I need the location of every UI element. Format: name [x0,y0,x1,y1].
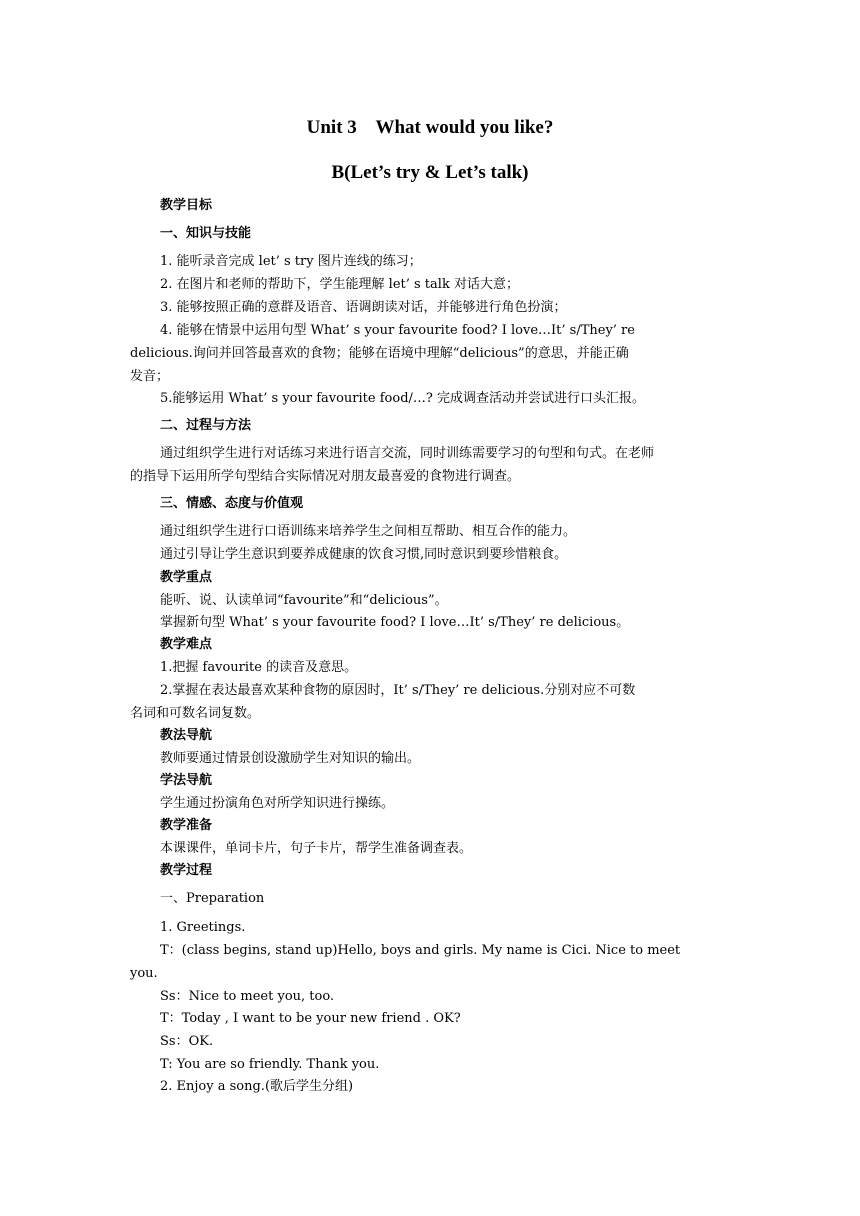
section-heading: 学法导航 [160,773,213,788]
section-heading: 教学难点 [160,637,213,652]
page-subtitle: B(Let’s try & Let’s talk) [331,162,529,183]
section-heading: 教学目标 [160,198,213,213]
body-line: 名词和可数名词复数。 [130,706,261,721]
body-line: T：(class begins, stand up)Hello, boys and girls. My name is Cici. Nice to meet [160,943,681,958]
section-heading: 教学过程 [160,863,213,878]
body-line: 通过组织学生进行口语训练来培养学生之间相互帮助、相互合作的能力。 [160,524,577,539]
body-line: T：Today , I want to be your new friend . OK? [160,1011,461,1026]
body-line: 本课课件，单词卡片，句子卡片，帮学生准备调查表。 [160,841,473,856]
body-line: 1. Greetings. [160,920,246,935]
body-line: Ss：Nice to meet you, too. [160,989,335,1004]
page-title: Unit 3 What would you like? [306,117,554,138]
section-heading: 三、情感、态度与价值观 [160,496,304,511]
section-heading: 一、知识与技能 [160,226,252,241]
body-line: 发音； [130,369,170,384]
section-heading: 教学准备 [160,818,213,833]
body-line: 1. 能听录音完成 let’ s try 图片连线的练习； [160,254,422,269]
body-line: Ss：OK. [160,1034,214,1049]
body-line: 1.把握 favourite 的读音及意思。 [160,660,358,675]
body-line: 5.能够运用 What’ s your favourite food/…? 完成调查活动并尝试进行口头汇报。 [160,391,645,406]
body-line: 通过引导让学生意识到要养成健康的饮食习惯,同时意识到要珍惜粮食。 [160,547,568,562]
section-heading: 教法导航 [160,728,213,743]
body-line: you. [130,966,158,981]
body-line: 通过组织学生进行对话练习来进行语言交流，同时训练需要学习的句型和句式。在老师 [160,446,655,461]
body-line: 掌握新句型 What’ s your favourite food? I love…It’ s/They’ re delicious。 [160,615,630,630]
body-line: 教师要通过情景创设激励学生对知识的输出。 [160,751,421,766]
body-line: 学生通过扮演角色对所学知识进行操练。 [160,796,395,811]
body-line: 4. 能够在情景中运用句型 What’ s your favourite food? I love…It’ s/They’ re [160,323,635,338]
section-heading: 二、过程与方法 [160,418,252,433]
body-line: delicious.询问并回答最喜欢的食物；能够在语境中理解“delicious”的意思，并能正确 [130,346,629,361]
body-line: 2.掌握在表达最喜欢某种食物的原因时，It’ s/They’ re delicious.分别对应不可数 [160,683,636,698]
body-line: 3. 能够按照正确的意群及语音、语调朗读对话，并能够进行角色扮演； [160,300,567,315]
section-heading: 教学重点 [160,570,213,585]
section-heading: 一、Preparation [160,891,265,906]
body-line: 2. Enjoy a song.(歌后学生分组) [160,1079,354,1094]
body-line: 能听、说、认读单词“favourite”和“delicious”。 [160,593,448,608]
body-line: 2. 在图片和老师的帮助下，学生能理解 let’ s talk 对话大意； [160,277,519,292]
body-line: T: You are so friendly. Thank you. [160,1057,380,1072]
body-line: 的指导下运用所学句型结合实际情况对朋友最喜爱的食物进行调查。 [130,469,521,484]
